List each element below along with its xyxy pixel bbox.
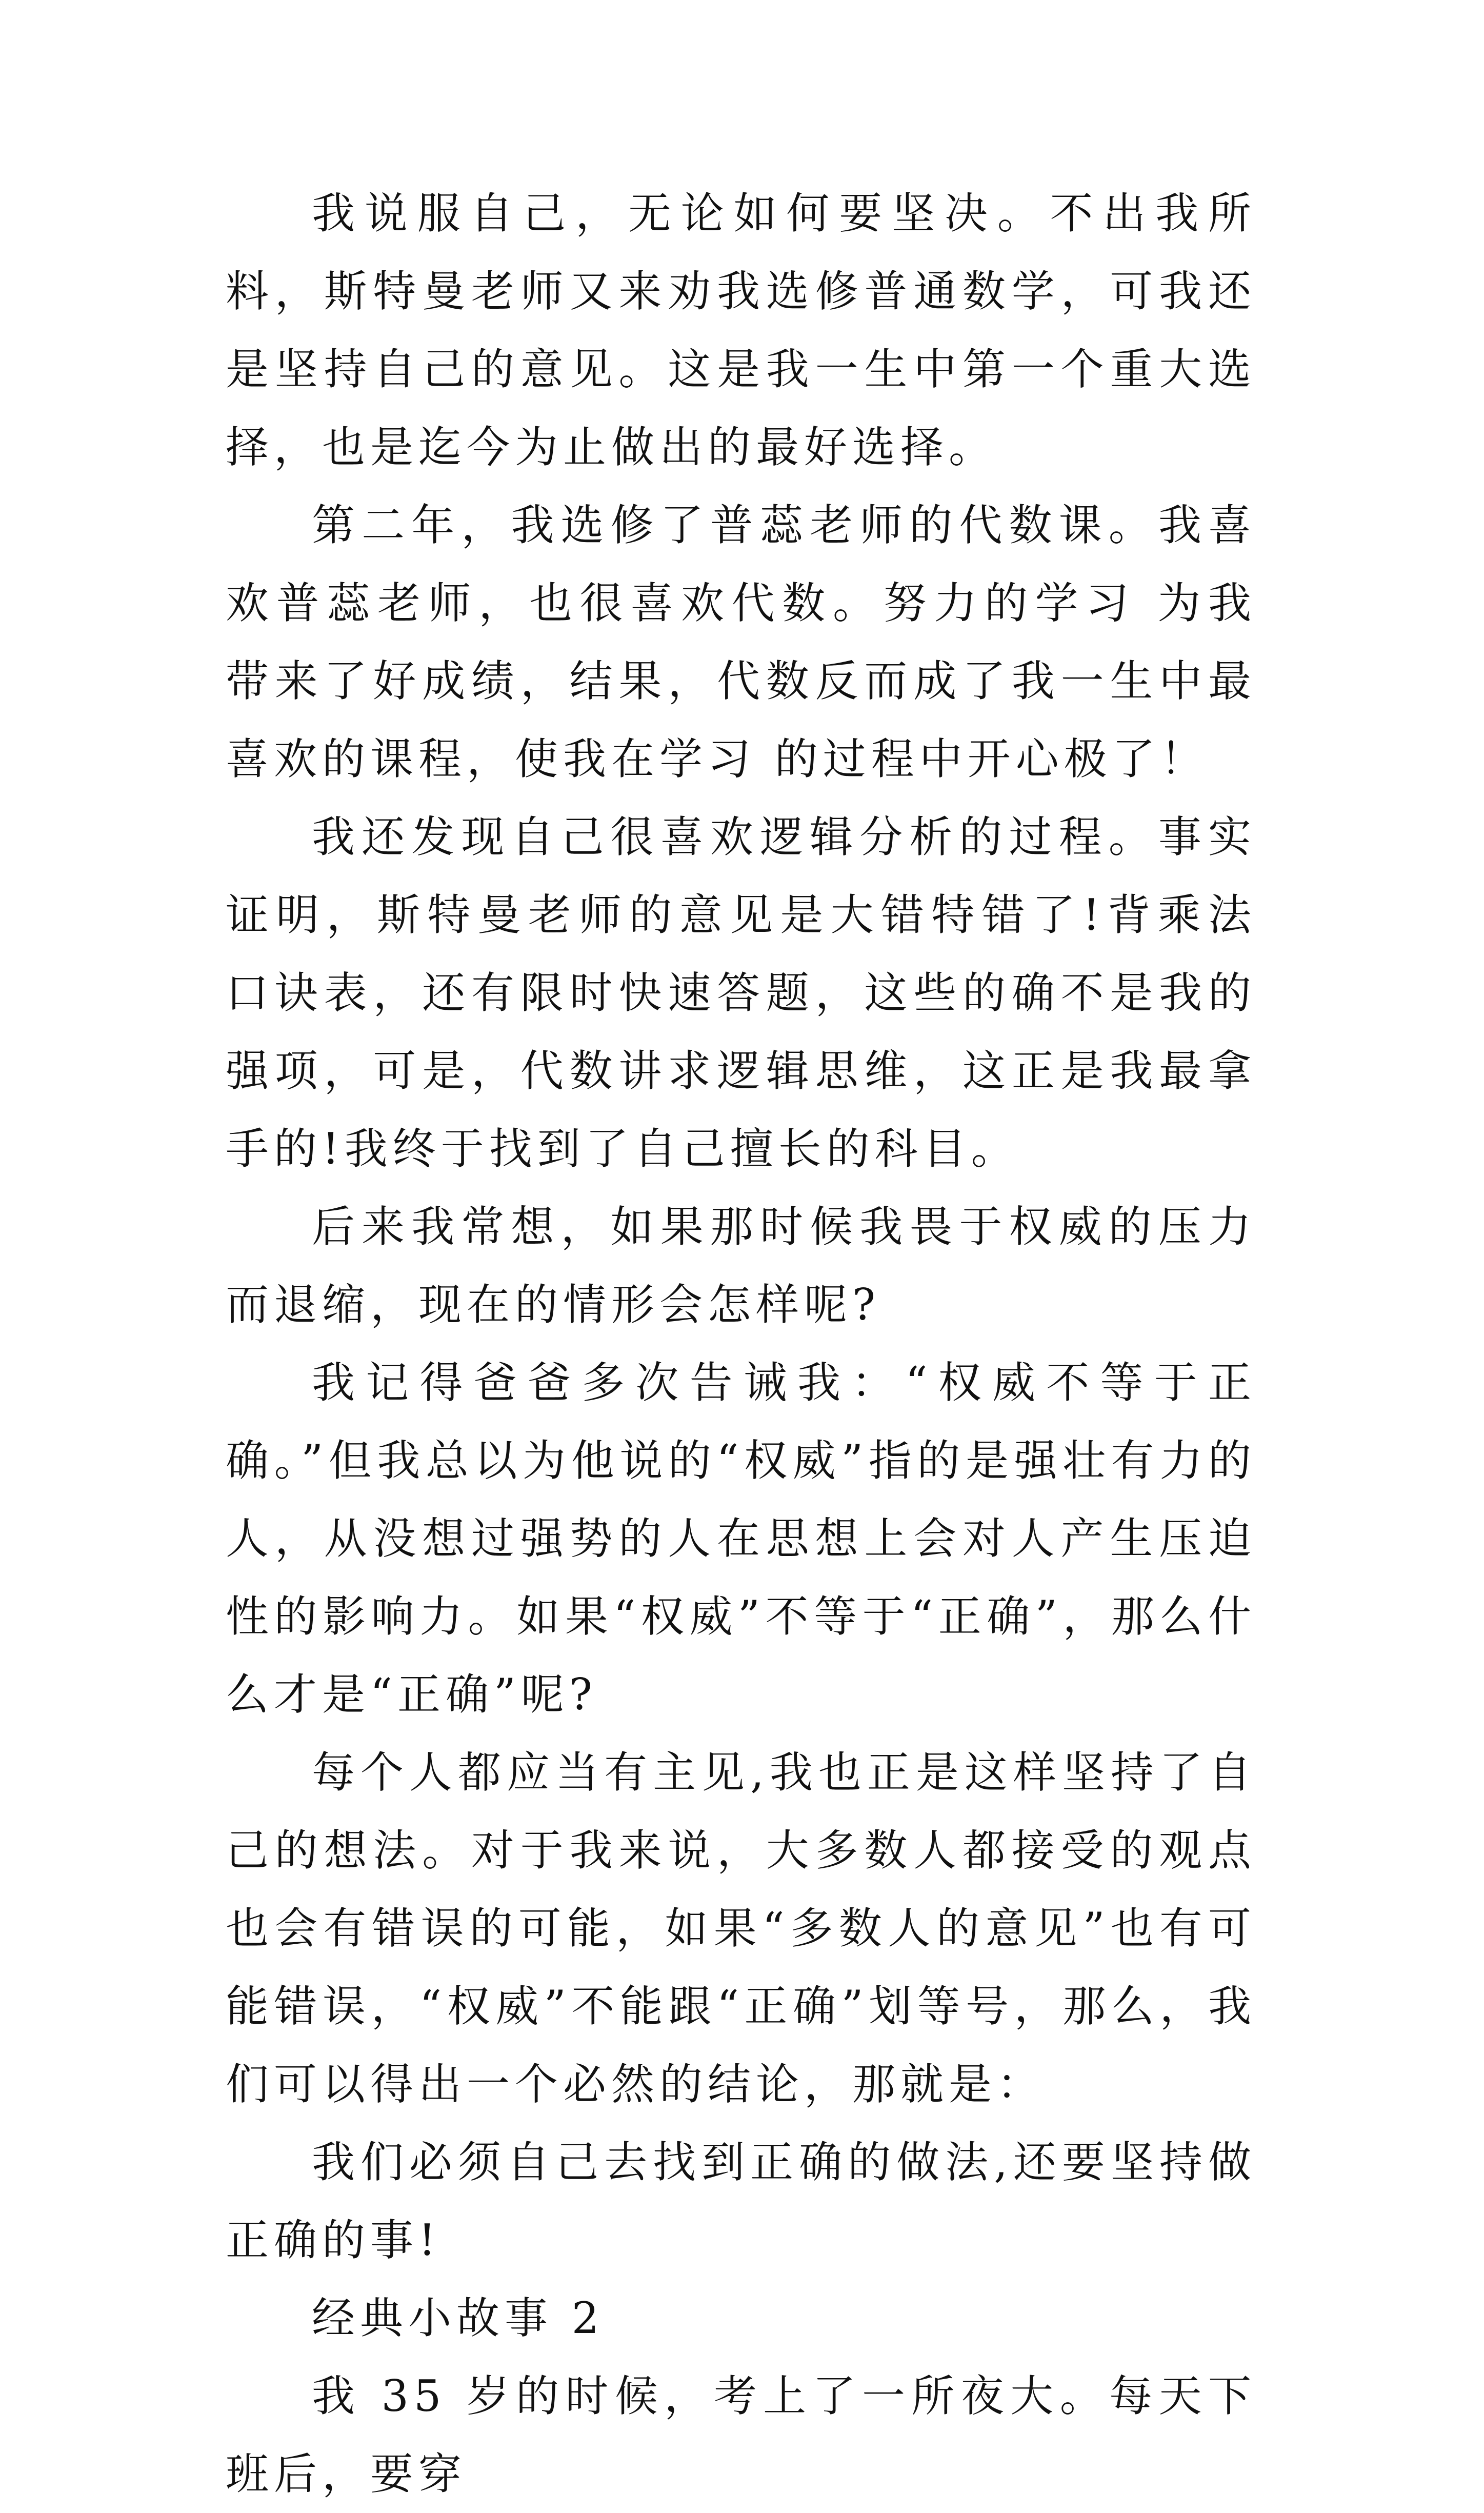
paragraph: 我们必须自己去找到正确的做法,还要坚持做正确的事!	[226, 2137, 1256, 2265]
section-heading: 经典小故事 2	[312, 2293, 605, 2343]
paragraph: 我记得爸爸多次告诫我：“权威不等于正确。”但我总以为他说的“权威”指的是强壮有力的人，从没想过强势的人在思想上会对人产生压迫性的影响力。如果“权威”不等于“正确”，那么什么才是“正确”呢?	[226, 1358, 1256, 1720]
paragraph: 我 35 岁的时候，考上了一所夜大。每天下班后，要穿	[226, 2371, 1256, 2499]
paragraph: 我说服自己，无论如何要坚决。不出我所料，斯特曼老师又来劝我选修普通数学，可我还是坚持自己的意见。这是我一生中第一个重大选择，也是迄今为止做出的最好选择。	[226, 188, 1256, 472]
paragraph: 第二年，我选修了普蕊老师的代数课。我喜欢普蕊老师，也很喜欢代数。努力的学习 为我带来了好成绩，结果，代数反而成了我一生中最喜欢的课程，使我在学习 的过程中开心极了！	[226, 500, 1256, 784]
document-body	[226, 174, 1256, 2513]
paragraph: 我还发现自己很喜欢逻辑分析的过程。事实证明，斯特曼老师的意见是大错特错了!背乘法口诀表，还有限时快速答题，这些的确不是我的强项，可是，代数讲求逻辑思维，这正是我最拿手的!我终于找到了自己擅长的科目。	[226, 812, 1256, 1174]
paragraph: 每个人都应当有主见,我也正是这样坚持了自己的想法。对于我来说，大多数人都接受的观点也会有错误的可能，如果“多数人的意见”也有可能错误，“权威”不能跟“正确”划等号，那么，我们可以得出一个必然的结论，那就是：	[226, 1747, 1256, 2109]
paragraph: 后来我常想，如果那时候我畏于权威的压力而退缩，现在的情形会怎样呢?	[226, 1202, 1256, 1330]
